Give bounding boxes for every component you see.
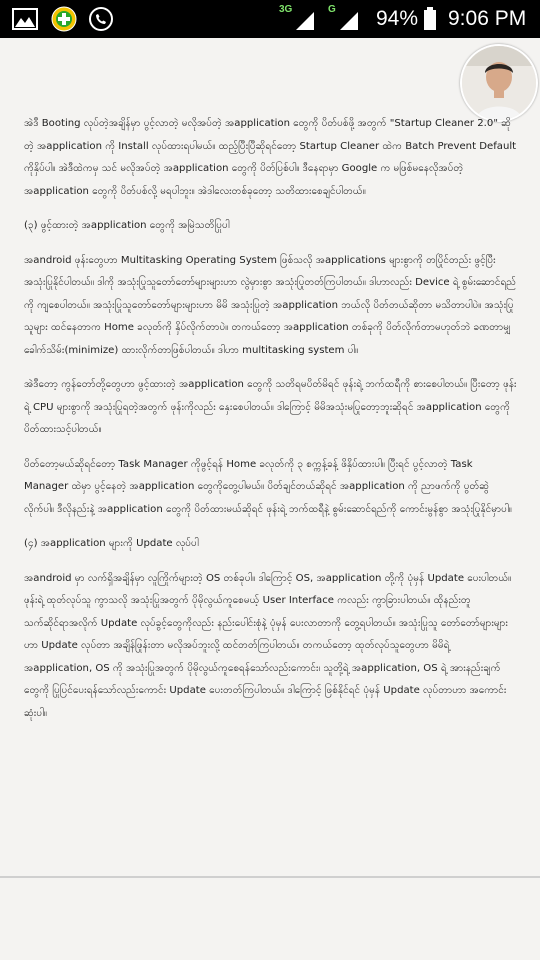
paragraph-task-manager: ပိတ်တော့မယ်ဆိုရင်တော့ Task Manager ကိုဖွင့်ရန် Home ခလုတ်ကို ၃ စက္ကန့်ခန့် ဖိနှိပ်ထားပါ။ ပြီးရင် ပွင့်လာတဲ့ Task Manager ထဲမှာ ပွင့်နေတဲ့ အapplication တွေကိုတွေ့ပါမယ်။ ပိတ်ချင်တယ်ဆိုရင် အapplication ကို ညာဖက်ကို ပွတ်ဆွဲလိုက်ပါ။ ဒီလိုနည်းနဲ့ အapplication တွေကို ပိတ်ထားမယ်ဆိုရင် ဖုန်းရဲ့ ဘက်ထရီနဲ့ စွမ်းဆောင်ရည်ကို ကောင်းမွန်စွာ အသုံးပြုနိုင်မှာပါ။ <box>24 458 512 515</box>
section-heading-3: (၃) ဖွင့်ထားတဲ့ အapplication တွေကို အမြဲသတိပြုပါ <box>24 220 230 231</box>
network-type-2: G <box>328 4 336 15</box>
gallery-icon <box>12 8 38 34</box>
paragraph-multitasking: အandroid ဖုန်းတွေဟာ Multitasking Operating System ဖြစ်သလို အapplications များစွာကို တပြိုင်တည်း ဖွင့်ပြီး အသုံးပြုနိုင်ပါတယ်။ ဒါကို အသုံးပြုသူတော်တော်များများဟာ လွဲမှားစွာ အသုံးပြုတတ်ကြပါတယ်။ ဒါဟာလည်း Device ရဲ့ စွမ်းဆောင်ရည်ကို ကျစေပါတယ်။ အသုံးပြုသူတော်တော်များများဟာ မိမိ အသုံးပြုတဲ့ အapplication ဘယ်လို ပိတ်တယ်ဆိုတာ မသိတာပါပဲ။ အသုံးပြုသူများ ထင်နေတာက Home ခလုတ်ကို နှိပ်လိုက်တာပဲ။ တကယ်တော့ အapplication တစ်ခုကို ပိတ်လိုက်တာမဟုတ်ဘဲ ခဏတာမျှ ခေါက်သိမ်း(minimize) ထားလိုက်တာဖြစ်ပါတယ်။ ဒါဟာ multitasking system ပါ။ <box>24 254 516 356</box>
paragraph-battery: အဲဒီတော့ ကွန်တော်တို့တွေဟာ ဖွင့်ထားတဲ့ အapplication တွေကို သတိရမပိတ်မိရင် ဖုန်းရဲ့ ဘက်ထရီကို စားစေပါတယ်။ ပြီးတော့ ဖုန်းရဲ့ CPU များစွာကို အသုံးပြုရတဲ့အတွက် ဖုန်းကိုလည်း နှေးစေပါတယ်။ ဒါကြောင့် မိမိအသုံးမပြုတော့ဘူးဆိုရင် အapplication တွေကို ပိတ်ထားသင့်ပါတယ်။ <box>24 379 517 435</box>
plus-badge-icon <box>51 6 77 36</box>
profile-avatar[interactable] <box>460 44 538 122</box>
clock: 9:06 PM <box>448 7 527 30</box>
paragraph-update: အandroid မှာ လက်ရှိအချိန်မှာ လူကြိုက်များတဲ့ OS တစ်ခုပါ။ ဒါကြောင့် OS, အapplication တို့ကို ပုံမှန် Update ပေးပါတယ်။ ဖုန်းရဲ့ ထုတ်လုပ်သူ ကွာသလို အသုံးပြုအတွက် ပိုမိုလွယ်ကူစေမယ့် User Interface ကလည်း ကွာခြားပါတယ်။ ထိုနည်းတူ သက်ဆိုင်ရာအလိုက် Update လုပ်ခွင့်တွေကိုလည်း နည်းပေါင်းစုံနဲ့ ပုံမှန် ပေးလာတာကို တွေ့ရပါတယ်။ အသုံးပြုသူ တော်တော်များများဟာ Update လုပ်တာ အချိန်ဖြုန်းတာ မလိုအပ်ဘူးလို့ ထင်တတ်ကြပါတယ်။ တကယ်တော့ ထုတ်လုပ်သူတွေဟာ မိမိရဲ့ အapplication, OS ကို အသုံးပြုအတွက် ပိုမိုလွယ်ကူစေရန်သော်လည်းကောင်း၊ သူတို့ရဲ့ အapplication, OS ရဲ့ အားနည်းချက် တွေကို ပြုပြင်ပေးရန်သော်လည်းကောင်း Update ပေးတတ်ကြပါတယ်။ ဒါကြောင့် ဖြစ်နိုင်ရင် ပုံမှန် Update လုပ်တာဟာ အကောင်းဆုံးပါ။ <box>24 572 512 719</box>
signal-strength-2-icon <box>338 9 360 35</box>
section-heading-4: (၄) အapplication များကို Update လုပ်ပါ <box>24 538 199 549</box>
battery-percent: 94% <box>376 7 419 30</box>
article-body <box>24 113 518 737</box>
bottom-area <box>0 878 540 960</box>
avatar-photo-icon <box>462 46 536 120</box>
status-bar <box>0 0 540 38</box>
signal-strength-icon <box>294 9 316 35</box>
phone-call-icon <box>88 6 114 36</box>
network-type-1: 3G <box>279 4 293 15</box>
paragraph-booting: အဲဒီ Booting လုပ်တဲ့အချိန်မှာ ပွင့်လာတဲ့ မလိုအပ်တဲ့ အapplication တွေကို ပိတ်ပစ်ဖို့ အတွက် "Startup Cleaner 2.0" ဆိုတဲ့ အapplication ကို Install လုပ်ထားရပါမယ်။ ထည့်ပြီးပြီဆိုရင်တော့ Startup Cleaner ထဲက Batch Prevent Default ကိုနှိပ်ပါ။ အဲဒီထဲကမှ သင် မလိုအပ်တဲ့ အapplication တွေကို ပိတ်ပြစ်ပါ။ ဒီနေရာမှာ Google က မဖြစ်မနေလိုအပ်တဲ့ အapplication တွေကို ပိတ်ပစ်လို့ မရပါဘူး။ အဲဒါလေးတစ်ခုတော့ သတိထားစေချင်ပါတယ်။ <box>24 118 517 197</box>
battery-icon <box>423 7 437 35</box>
